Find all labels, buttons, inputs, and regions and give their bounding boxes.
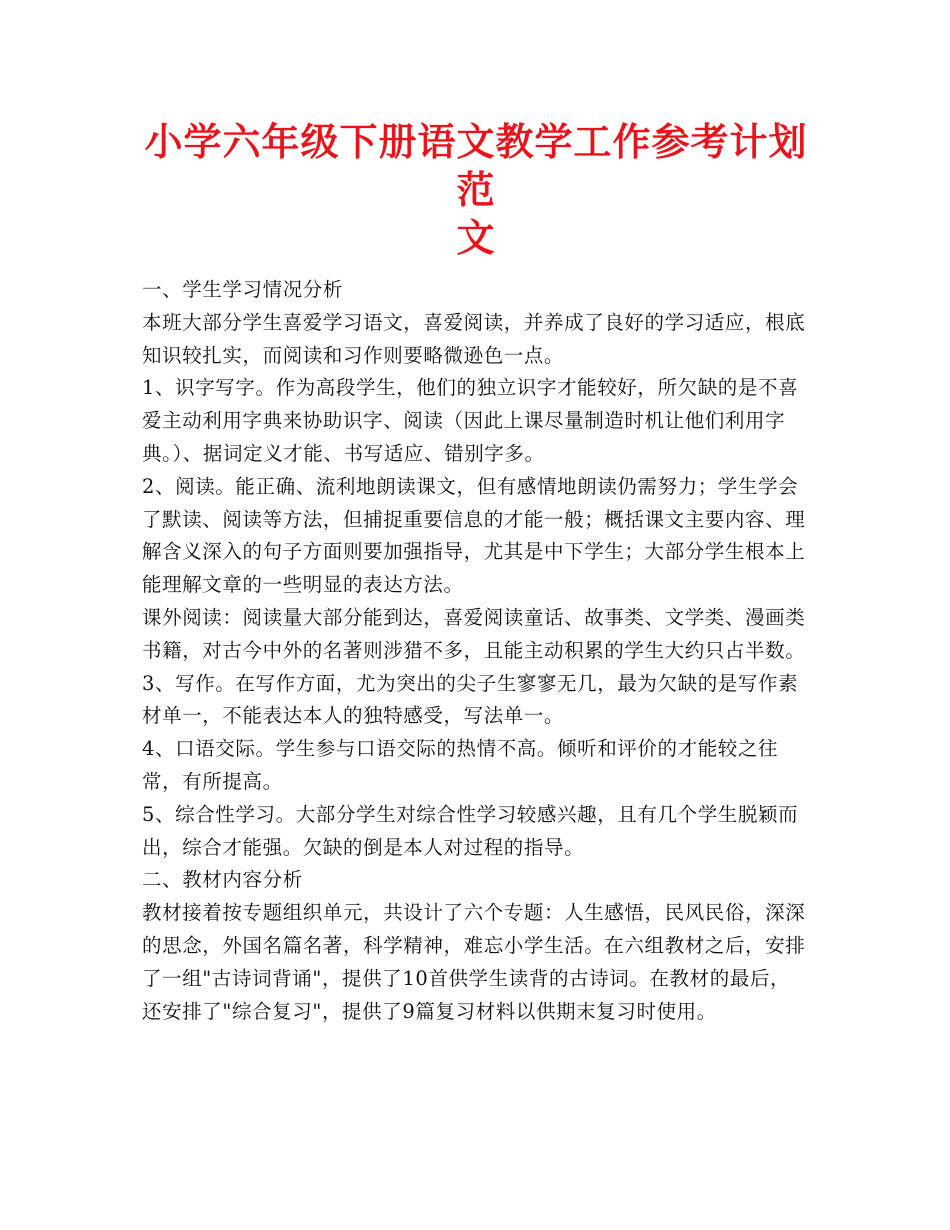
document-title: [142, 118, 810, 262]
paragraph-oral-communication: 4、口语交际。学生参与口语交际的热情不高。倾听和评价的才能较之往常，有所提高。: [142, 737, 779, 793]
section-heading-textbook-analysis: 二、教材内容分析: [142, 868, 303, 892]
paragraph-writing: 3、写作。在写作方面，尤为突出的尖子生寥寥无几，最为欠缺的是写作素材单一，不能表达本人的独特感受，写法单一。: [142, 671, 799, 728]
paragraph-overview: 本班大部分学生喜爱学习语文，喜爱阅读，并养成了良好的学习适应，根底知识较扎实，而阅读和习作则要略微逊色一点。: [142, 310, 806, 367]
document-body: [142, 274, 810, 1028]
paragraph-literacy: 1、识字写字。作为高段学生，他们的独立识字才能较好，所欠缺的是不喜爱主动利用字典来协助识字、阅读（因此上课尽量制造时机让他们利用字典。）、据词定义才能、书写适应、错别字多。: [142, 376, 799, 465]
section-heading-student-analysis: 一、学生学习情况分析: [142, 278, 344, 301]
paragraph-extracurricular-reading: 课外阅读：阅读量大部分能到达，喜爱阅读童话、故事类、文学类、漫画类书籍，对古今中外的名著则涉猎不多，且能主动积累的学生大约只占半数。: [142, 605, 806, 662]
paragraph-textbook-content: 教材接着按专题组织单元，共设计了六个专题：人生感悟，民风民俗，深深的思念，外国名篇名著，科学精神，难忘小学生活。在六组教材之后，安排了一组"古诗词背诵"，提供了10首供学生读背的古诗词。在教材的最后，还安排了"综合复习"，提供了9篇复习材料以供期末复习时使用。: [142, 901, 806, 1023]
title-line-1: 小学六年级下册语文教学工作参考计划范: [144, 119, 808, 212]
paragraph-comprehensive-learning: 5、综合性学习。大部分学生对综合性学习较感兴趣，且有几个学生脱颖而出，综合才能强。欠缺的倒是本人对过程的指导。: [142, 802, 799, 859]
title-line-2: 文: [456, 215, 496, 260]
paragraph-reading: 2、阅读。能正确、流利地朗读课文，但有感情地朗读仍需努力；学生学会了默读、阅读等方法，但捕捉重要信息的才能一般；概括课文主要内容、理解含义深入的句子方面则要加强指导，尤其是中下学生；大部分学生根本上能理解文章的一些明显的表达方法。: [142, 474, 806, 597]
